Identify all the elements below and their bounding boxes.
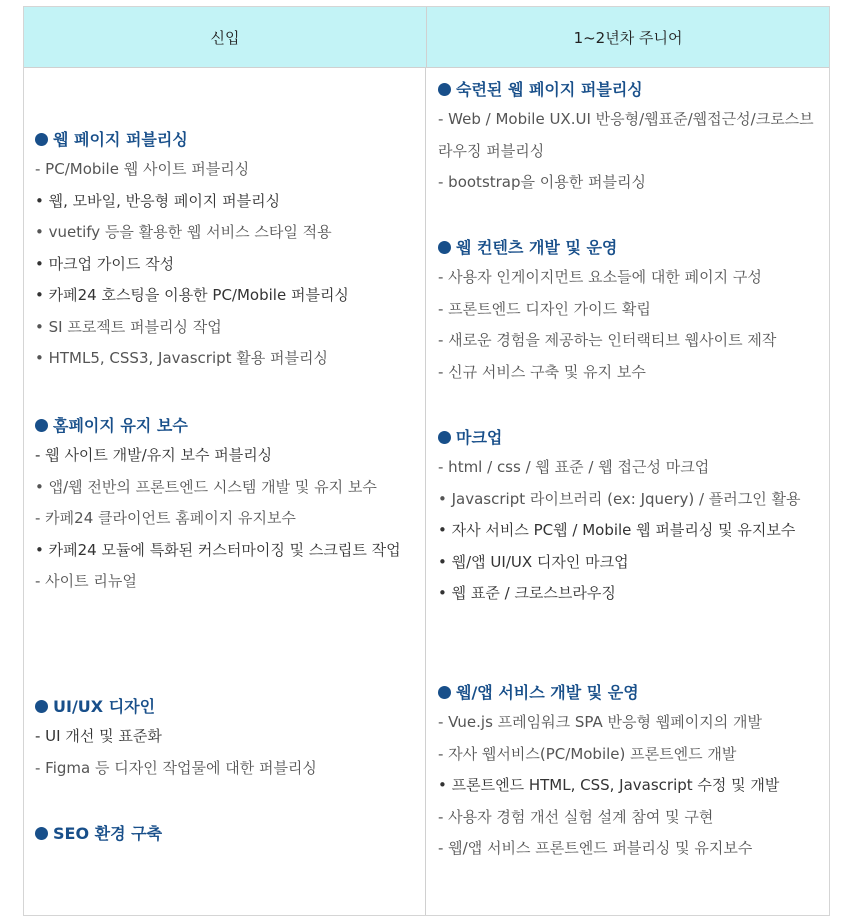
list-item: • 앱/웹 전반의 프론트엔드 시스템 개발 및 유지 보수 [35, 477, 377, 496]
list-item: • 웹, 모바일, 반응형 페이지 퍼블리싱 [35, 191, 281, 210]
list-item: • 마크업 가이드 작성 [35, 254, 175, 273]
section-title [35, 820, 417, 848]
section-title [438, 234, 823, 262]
list-item: - 웹/앱 서비스 프론트엔드 퍼블리싱 및 유지보수 [438, 839, 753, 857]
list-item: - bootstrap을 이용한 퍼블리싱 [438, 173, 646, 191]
section-title [35, 412, 417, 440]
left-section-0 [35, 126, 417, 375]
section-title-text: SEO 환경 구축 [53, 824, 163, 843]
list-item: - 사이트 리뉴얼 [35, 572, 137, 590]
list-item: • 웹 표준 / 크로스브라우징 [438, 584, 616, 602]
table-header-row [24, 7, 829, 68]
section-title [35, 126, 417, 154]
right-section-1 [438, 234, 823, 388]
section-title [438, 76, 823, 104]
section-title-text: 홈페이지 유지 보수 [53, 416, 188, 435]
bullet-dot-icon [35, 827, 48, 840]
left-section-1 [35, 412, 417, 598]
list-item: - Web / Mobile UX.UI 반응형/웹표준/웹접근성/크로스브라우징 퍼블리싱 [438, 110, 814, 160]
section-title-text: 웹 컨텐츠 개발 및 운영 [456, 238, 618, 257]
list-item: - UI 개선 및 표준화 [35, 727, 162, 745]
list-item: - 웹 사이트 개발/유지 보수 퍼블리싱 [35, 446, 273, 464]
right-section-3 [438, 679, 823, 865]
section-title-text: 마크업 [456, 428, 503, 447]
bullet-dot-icon [35, 419, 48, 432]
bullet-dot-icon [35, 700, 48, 713]
junior-column [426, 68, 829, 915]
section-title [438, 679, 823, 707]
list-item: • 카페24 모듈에 특화된 커스터마이징 및 스크립트 작업 [35, 540, 401, 559]
section-title-text: 웹/앱 서비스 개발 및 운영 [456, 683, 639, 702]
section-title-text: UI/UX 디자인 [53, 697, 156, 716]
left-section-2 [35, 693, 417, 784]
section-title-text: 웹 페이지 퍼블리싱 [53, 130, 188, 149]
right-section-0 [438, 76, 823, 199]
bullet-dot-icon [438, 83, 451, 96]
list-item: - html / css / 웹 표준 / 웹 접근성 마크업 [438, 458, 710, 476]
header-junior: 1~2년차 주니어 [573, 28, 683, 47]
bullet-dot-icon [438, 686, 451, 699]
section-title [438, 424, 823, 452]
list-item: - 신규 서비스 구축 및 유지 보수 [438, 362, 646, 381]
list-item: - 사용자 경험 개선 실험 설계 참여 및 구현 [438, 807, 714, 826]
list-item: • 프론트엔드 HTML, CSS, Javascript 수정 및 개발 [438, 776, 780, 794]
list-item: • 카페24 호스팅을 이용한 PC/Mobile 퍼블리싱 [35, 286, 349, 304]
table-body-row [24, 68, 829, 915]
list-item: - Vue.js 프레임워크 SPA 반응형 웹페이지의 개발 [438, 713, 762, 731]
skills-table [23, 6, 830, 916]
list-item: • vuetify 등을 활용한 웹 서비스 스타일 적용 [35, 223, 332, 241]
section-title-text: 숙련된 웹 페이지 퍼블리싱 [456, 80, 643, 99]
right-section-2 [438, 424, 823, 610]
header-newcomer: 신입 [24, 7, 427, 67]
list-item: • Javascript 라이브러리 (ex: Jquery) / 플러그인 활용 [438, 489, 801, 508]
list-item: - 카페24 클라이언트 홈페이지 유지보수 [35, 509, 296, 527]
list-item: - Figma 등 디자인 작업물에 대한 퍼블리싱 [35, 758, 317, 777]
list-item: - 새로운 경험을 제공하는 인터랙티브 웹사이트 제작 [438, 331, 777, 349]
list-item: • 자사 서비스 PC웹 / Mobile 웹 퍼블리싱 및 유지보수 [438, 521, 796, 539]
list-item: - 프론트엔드 디자인 가이드 확립 [438, 299, 651, 318]
list-item: - PC/Mobile 웹 사이트 퍼블리싱 [35, 160, 250, 178]
bullet-dot-icon [438, 431, 451, 444]
section-title [35, 693, 417, 721]
bullet-dot-icon [438, 241, 451, 254]
list-item: - 사용자 인게이지먼트 요소들에 대한 페이지 구성 [438, 268, 762, 286]
list-item: • HTML5, CSS3, Javascript 활용 퍼블리싱 [35, 349, 328, 367]
list-item: • 웹/앱 UI/UX 디자인 마크업 [438, 552, 629, 571]
list-item: - 자사 웹서비스(PC/Mobile) 프론트엔드 개발 [438, 744, 737, 763]
list-item: • SI 프로젝트 퍼블리싱 작업 [35, 317, 222, 336]
bullet-dot-icon [35, 133, 48, 146]
newcomer-column [24, 68, 426, 915]
left-section-3 [35, 820, 417, 848]
